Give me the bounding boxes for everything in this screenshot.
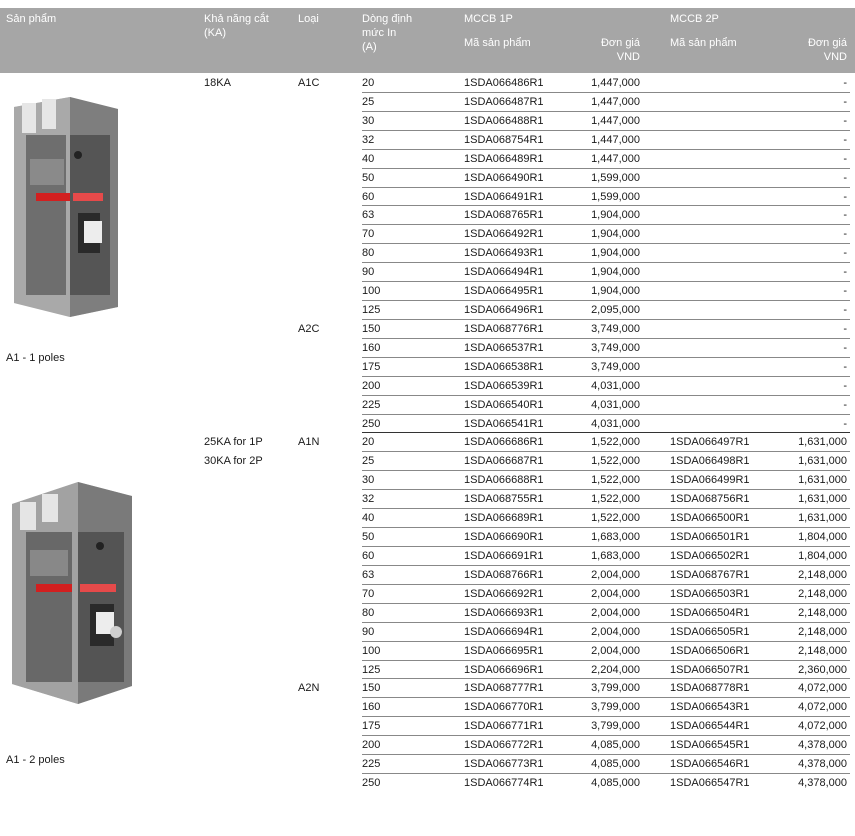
unit-price-2p: 1,804,000	[798, 550, 847, 562]
product-code-1p: 1SDA066490R1	[464, 171, 544, 184]
product-code-1p: 1SDA066496R1	[464, 304, 544, 317]
rated-current: 70	[362, 228, 375, 241]
unit-price-2p: 4,072,000	[798, 701, 847, 714]
product-code-1p: 1SDA066774R1	[464, 777, 544, 790]
unit-price-1p: 4,031,000	[591, 379, 640, 392]
breaking-capacity: 30KA for 2P	[204, 455, 263, 468]
product-code-1p: 1SDA066541R1	[464, 417, 544, 430]
unit-price-2p: -	[843, 417, 847, 430]
product-code-1p: 1SDA068776R1	[464, 322, 544, 335]
unit-price-1p: 1,904,000	[591, 247, 640, 260]
unit-price-1p: 4,031,000	[591, 398, 640, 411]
unit-price-1p: 1,447,000	[591, 133, 640, 146]
breaking-capacity: 25KA for 1P	[204, 436, 263, 449]
unit-price-1p: 4,031,000	[591, 417, 640, 430]
rated-current: 40	[362, 512, 375, 525]
rated-current: 30	[362, 474, 375, 487]
rated-current: 30	[362, 114, 375, 127]
unit-price-2p: -	[843, 114, 847, 127]
product-code-1p: 1SDA066540R1	[464, 398, 544, 411]
product-code-1p: 1SDA068755R1	[464, 493, 544, 506]
unit-price-2p: -	[843, 77, 847, 89]
unit-price-1p: 1,522,000	[591, 455, 640, 468]
rated-current: 20	[362, 77, 375, 89]
unit-price-2p: -	[843, 152, 847, 165]
product-code-1p: 1SDA066539R1	[464, 379, 544, 392]
product-code-2p: 1SDA066500R1	[670, 512, 750, 525]
product-code-1p: 1SDA066495R1	[464, 285, 544, 298]
unit-price-2p: -	[843, 247, 847, 260]
unit-price-1p: 1,904,000	[591, 285, 640, 298]
product-code-1p: 1SDA066688R1	[464, 474, 544, 487]
unit-price-2p: 2,148,000	[798, 587, 847, 600]
breaker-1-pole-image	[8, 95, 118, 320]
product-code-1p: 1SDA066773R1	[464, 758, 544, 771]
header-code-1p: Mã sản phẩm	[464, 37, 531, 49]
unit-price-1p: 2,004,000	[591, 587, 640, 600]
product-code-2p: 1SDA066547R1	[670, 777, 750, 790]
unit-price-2p: 4,378,000	[798, 758, 847, 771]
unit-price-1p: 1,904,000	[591, 209, 640, 222]
unit-price-1p: 2,004,000	[591, 625, 640, 638]
unit-price-1p: 3,799,000	[591, 682, 640, 695]
unit-price-1p: 2,004,000	[591, 606, 640, 619]
rated-current: 225	[362, 758, 381, 771]
product-code-2p: 1SDA068756R1	[670, 493, 750, 506]
product-code-2p: 1SDA066497R1	[670, 436, 750, 449]
unit-price-2p: -	[843, 95, 847, 108]
unit-price-1p: 1,599,000	[591, 190, 640, 203]
unit-price-2p: 2,148,000	[798, 568, 847, 581]
header-code-2p: Mã sản phẩm	[670, 37, 737, 49]
unit-price-1p: 1,904,000	[591, 266, 640, 279]
unit-price-2p: -	[843, 209, 847, 222]
rated-current: 50	[362, 531, 375, 544]
rated-current: 200	[362, 379, 381, 392]
rated-current: 20	[362, 436, 375, 449]
header-mccb-1p: MCCB 1P	[464, 13, 513, 25]
product-code-1p: 1SDA066689R1	[464, 512, 544, 525]
rated-current: 90	[362, 625, 375, 638]
rated-current: 80	[362, 247, 375, 260]
product-code-1p: 1SDA068766R1	[464, 568, 544, 581]
unit-price-2p: 4,072,000	[798, 720, 847, 733]
unit-price-1p: 1,447,000	[591, 114, 640, 127]
unit-price-2p: -	[843, 379, 847, 392]
header-product: Sản phẩm	[6, 13, 57, 25]
product-code-1p: 1SDA066486R1	[464, 77, 544, 89]
product-code-1p: 1SDA066537R1	[464, 341, 544, 354]
unit-price-1p: 2,204,000	[591, 663, 640, 676]
unit-price-1p: 4,085,000	[591, 739, 640, 752]
rated-current: 40	[362, 152, 375, 165]
product-code-1p: 1SDA066493R1	[464, 247, 544, 260]
rated-current: 250	[362, 417, 381, 430]
unit-price-2p: 2,148,000	[798, 625, 847, 638]
product-code-1p: 1SDA066695R1	[464, 644, 544, 657]
product-code-1p: 1SDA066686R1	[464, 436, 544, 449]
breaker-type: A2N	[298, 682, 320, 695]
rated-current: 32	[362, 133, 375, 146]
unit-price-2p: -	[843, 341, 847, 354]
rated-current: 150	[362, 322, 381, 335]
product-code-1p: 1SDA066487R1	[464, 95, 544, 108]
unit-price-2p: 1,631,000	[798, 455, 847, 468]
product-code-1p: 1SDA066772R1	[464, 739, 544, 752]
product-code-2p: 1SDA066544R1	[670, 720, 750, 733]
rated-current: 160	[362, 701, 381, 714]
rated-current: 250	[362, 777, 381, 790]
header-type: Loại	[298, 13, 319, 25]
product-code-1p: 1SDA066494R1	[464, 266, 544, 279]
product-code-1p: 1SDA066694R1	[464, 625, 544, 638]
unit-price-2p: -	[843, 360, 847, 373]
product-code-1p: 1SDA066690R1	[464, 531, 544, 544]
rated-current: 50	[362, 171, 375, 184]
unit-price-1p: 1,447,000	[591, 77, 640, 89]
unit-price-2p: -	[843, 304, 847, 317]
header-price-2p: Đơn giá VND	[807, 37, 847, 63]
product-code-1p: 1SDA068754R1	[464, 133, 544, 146]
unit-price-1p: 4,085,000	[591, 777, 640, 790]
product-code-1p: 1SDA066687R1	[464, 455, 544, 468]
product-code-1p: 1SDA066692R1	[464, 587, 544, 600]
breaker-type: A2C	[298, 322, 320, 335]
unit-price-2p: -	[843, 228, 847, 241]
rated-current: 90	[362, 266, 375, 279]
rated-current: 175	[362, 720, 381, 733]
product-code-2p: 1SDA066503R1	[670, 587, 750, 600]
product-code-2p: 1SDA068767R1	[670, 568, 750, 581]
unit-price-2p: 1,804,000	[798, 531, 847, 544]
rated-current: 200	[362, 739, 381, 752]
rated-current: 70	[362, 587, 375, 600]
unit-price-1p: 3,749,000	[591, 341, 640, 354]
unit-price-2p: -	[843, 171, 847, 184]
unit-price-1p: 4,085,000	[591, 758, 640, 771]
unit-price-2p: 2,148,000	[798, 606, 847, 619]
rated-current: 32	[362, 493, 375, 506]
row-divider	[362, 792, 850, 793]
unit-price-2p: 1,631,000	[798, 436, 847, 449]
rated-current: 125	[362, 663, 381, 676]
breaker-type: A1C	[298, 77, 320, 89]
unit-price-1p: 1,447,000	[591, 95, 640, 108]
unit-price-2p: 1,631,000	[798, 512, 847, 525]
product-code-1p: 1SDA066696R1	[464, 663, 544, 676]
unit-price-1p: 1,683,000	[591, 550, 640, 562]
unit-price-1p: 1,447,000	[591, 152, 640, 165]
header-price-1p: Đơn giá VND	[600, 37, 640, 63]
unit-price-1p: 3,799,000	[591, 701, 640, 714]
rated-current: 100	[362, 644, 381, 657]
product-code-2p: 1SDA066498R1	[670, 455, 750, 468]
rated-current: 225	[362, 398, 381, 411]
rated-current: 160	[362, 341, 381, 354]
rated-current: 63	[362, 209, 375, 222]
unit-price-2p: -	[843, 398, 847, 411]
rated-current: 175	[362, 360, 381, 373]
product-code-2p: 1SDA066546R1	[670, 758, 750, 771]
product-code-1p: 1SDA066770R1	[464, 701, 544, 714]
unit-price-1p: 1,683,000	[591, 531, 640, 544]
rated-current: 60	[362, 550, 375, 562]
product-code-1p: 1SDA066693R1	[464, 606, 544, 619]
product-code-1p: 1SDA066491R1	[464, 190, 544, 203]
product-code-1p: 1SDA068765R1	[464, 209, 544, 222]
product-code-1p: 1SDA066488R1	[464, 114, 544, 127]
unit-price-1p: 1,522,000	[591, 512, 640, 525]
rated-current: 100	[362, 285, 381, 298]
product-code-1p: 1SDA066492R1	[464, 228, 544, 241]
product-code-1p: 1SDA066489R1	[464, 152, 544, 165]
unit-price-2p: 2,360,000	[798, 663, 847, 676]
product-code-2p: 1SDA066499R1	[670, 474, 750, 487]
product-caption: A1 - 2 poles	[6, 754, 65, 766]
unit-price-1p: 3,749,000	[591, 360, 640, 373]
unit-price-1p: 2,004,000	[591, 644, 640, 657]
product-code-2p: 1SDA066501R1	[670, 531, 750, 544]
rated-current: 150	[362, 682, 381, 695]
breaking-capacity: 18KA	[204, 77, 231, 89]
breaker-2-pole-image	[6, 480, 132, 705]
unit-price-2p: -	[843, 285, 847, 298]
unit-price-1p: 3,749,000	[591, 322, 640, 335]
rated-current: 80	[362, 606, 375, 619]
unit-price-2p: -	[843, 190, 847, 203]
product-code-1p: 1SDA068777R1	[464, 682, 544, 695]
unit-price-2p: -	[843, 133, 847, 146]
product-code-1p: 1SDA066538R1	[464, 360, 544, 373]
product-code-1p: 1SDA066771R1	[464, 720, 544, 733]
unit-price-1p: 1,522,000	[591, 436, 640, 449]
unit-price-2p: -	[843, 322, 847, 335]
header-capacity: Khả năng cắt (KA)	[204, 13, 269, 39]
product-code-2p: 1SDA066543R1	[670, 701, 750, 714]
product-code-2p: 1SDA066504R1	[670, 606, 750, 619]
header-rated-current: Dòng định mức In (A)	[362, 13, 413, 53]
unit-price-2p: 4,378,000	[798, 739, 847, 752]
rated-current: 125	[362, 304, 381, 317]
unit-price-1p: 2,095,000	[591, 304, 640, 317]
product-code-2p: 1SDA066506R1	[670, 644, 750, 657]
unit-price-2p: 4,378,000	[798, 777, 847, 790]
table-header	[0, 8, 855, 73]
unit-price-2p: 1,631,000	[798, 474, 847, 487]
product-code-2p: 1SDA066545R1	[670, 739, 750, 752]
product-code-1p: 1SDA066691R1	[464, 550, 544, 562]
product-code-2p: 1SDA066507R1	[670, 663, 750, 676]
header-mccb-2p: MCCB 2P	[670, 13, 719, 25]
product-code-2p: 1SDA066505R1	[670, 625, 750, 638]
unit-price-2p: -	[843, 266, 847, 279]
unit-price-1p: 1,904,000	[591, 228, 640, 241]
unit-price-2p: 2,148,000	[798, 644, 847, 657]
rated-current: 63	[362, 568, 375, 581]
rated-current: 25	[362, 95, 375, 108]
unit-price-1p: 2,004,000	[591, 568, 640, 581]
breaker-type: A1N	[298, 436, 320, 449]
unit-price-1p: 1,522,000	[591, 493, 640, 506]
product-code-2p: 1SDA066502R1	[670, 550, 750, 562]
unit-price-1p: 3,799,000	[591, 720, 640, 733]
product-caption: A1 - 1 poles	[6, 352, 65, 364]
rated-current: 25	[362, 455, 375, 468]
unit-price-2p: 4,072,000	[798, 682, 847, 695]
product-code-2p: 1SDA068778R1	[670, 682, 750, 695]
rated-current: 60	[362, 190, 375, 203]
unit-price-2p: 1,631,000	[798, 493, 847, 506]
unit-price-1p: 1,599,000	[591, 171, 640, 184]
unit-price-1p: 1,522,000	[591, 474, 640, 487]
